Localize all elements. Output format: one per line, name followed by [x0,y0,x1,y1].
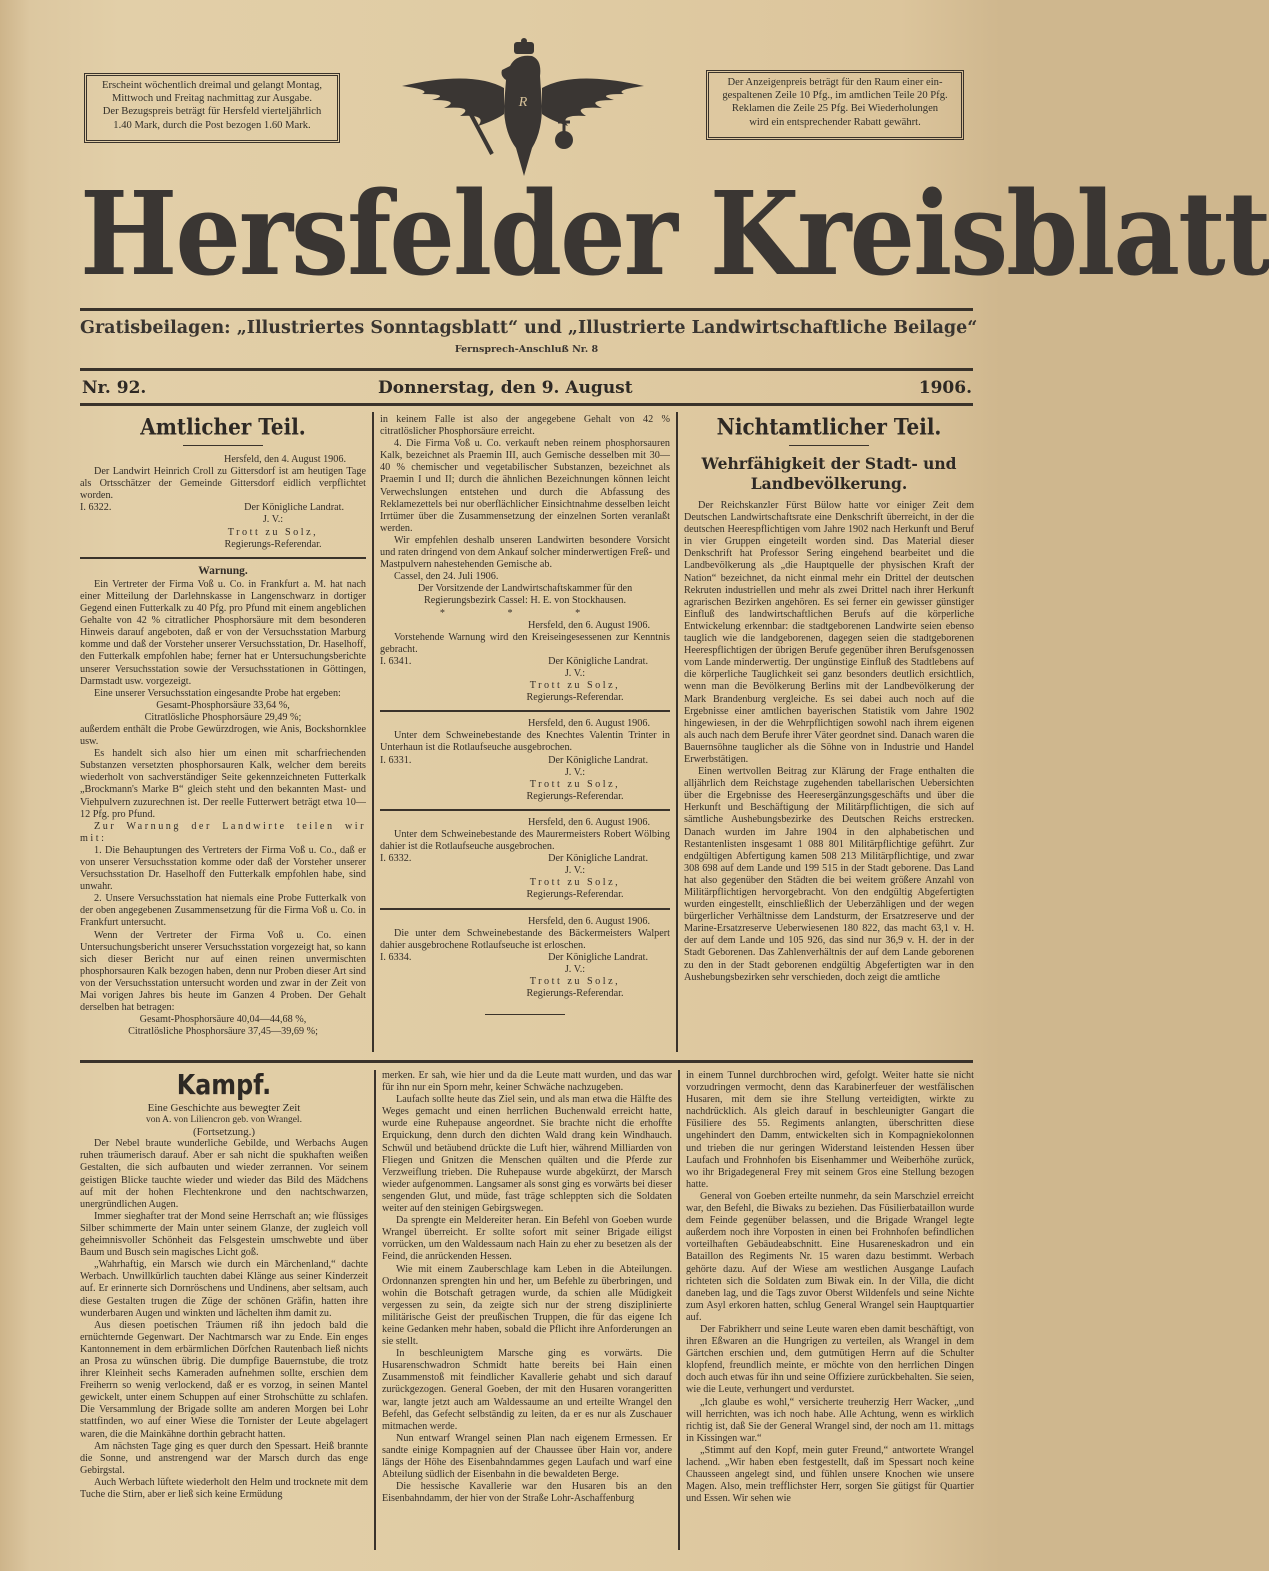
paragraph: in keinem Falle ist also der angegebene Gehalt von 42 % citratlöslicher Phosphorsäure erreicht. [380,414,670,438]
analysis-value: Citratlösliche Phosphorsäure 37,45—39,69 %; [128,1026,318,1038]
signature: J. V.: [564,667,586,679]
signature: J. V.: [564,766,586,778]
column-divider [372,412,374,1052]
notice-body: Der Landwirt Heinrich Croll zu Gittersdorf ist am heutigen Tage als Ortsschätzer der Gemeinde Gittersdorf eidlich verpflichtet worden. [80,466,366,502]
notice-body: Unter dem Schweinebestande des Knechtes Valentin Trinter in Unterhaun ist die Rotlaufseuche ausgebrochen. [380,730,670,754]
divider [485,1014,565,1015]
paragraph: Auch Werbach lüftete wiederholt den Helm und trocknete mit dem Tuche die Stirn, aber er ließ sich keine Ermüdung [80,1476,368,1500]
paragraph: Ein Vertreter der Firma Voß u. Co. in Frankfurt a. M. hat nach einer Mitteilung der Darlehnskasse in Langenschwarz in dortiger Gegend einen Futterkalk zu 40 Pfg. pro Pfund mit einem angeblichen Gehalte von 42 % citratlicher Phosphorsäure mit dem besonderen Hinweis darauf angeboten, daß er von der Versuchsstation Marburg komme und daß der Vorsteher unserer Versuchsstation, Dr. Haselhoff, den Futterkalk empfohlen habe; ferner hat er Untersuchungsberichte unserer Versuchsstation sowie der Versuchsstationen in Göttingen, Darmstadt usw. vorgezeigt. [80,578,366,687]
divider [80,557,366,559]
analysis-value: Citratlösliche Phosphorsäure 29,49 %; [144,711,302,723]
reference-number: I. 6322. [80,502,112,514]
divider [380,908,670,910]
signature: Regierungs-Referendar. [526,790,624,802]
paragraph: „Ich glaube es wohl,“ versicherte treuherzig Herr Wacker, „und will herrichten, was ich noch habe. Alle Achtung, wenn es wirklich richtig ist, daß Sie der General Wrangel sind, der noch am 11. mittags in Kissingen war.“ [686,1396,974,1444]
emblem-letter: R [518,95,528,110]
info-line: Mittwoch und Freitag nachmittag zur Ausgabe. [111,93,313,105]
info-line: gespaltenen Zeile 10 Pfg., im amtlichen Teile 20 Pfg. [722,90,948,102]
section-heading: Nichtamtlicher Teil. [716,413,942,441]
signature-row [380,853,670,865]
paragraph: Wir empfehlen deshalb unseren Landwirten besondere Vorsicht und raten dringend von dem Ankauf solcher minderwertigen Freß- und Mastpulvern nahestehenden Gemische ab. [380,534,670,571]
signature-row [380,656,670,668]
reference-number: I. 6341. [380,655,412,667]
signature-row [380,755,670,767]
paragraph: General von Goeben erteilte nunmehr, da sein Marschziel erreicht war, den Befehl, die Biwaks zu beziehen. Das Füsilierbataillon wurde dem Feinde gegenüber belassen, und die Brigade Wrangel legte außerdem noch ihre Vorposten in einen bei Frohnhofen befindlichen vorteilhaften Gebäudeabschnitt. Eine Husareneskadron und ein Bataillon des Regiments Nr. 15 waren dazu bestimmt. Werbach gehörte dazu. Auf der Wiese am westlichen Ausgange Laufach richteten sich die Soldaten zum Biwak ein. In der Villa, die dicht daneben lag, und die Tags zuvor Oberst Wildenfels und seine Nichte zum Asyl erkoren hatten, schlug General Wrangel sein Hauptquartier auf. [686,1190,974,1323]
paragraph: in einem Tunnel durchbrochen wird, gefolgt. Weiter hatte sie nicht vorzudringen vermocht, denn das Karabinerfeuer der westfälischen Husaren, mit dem sie ihre Stellung verteidigten, wirkte zu nachdrücklich. Als gleich darauf in beschleunigter Gangart die Füsiliere des 55. Regiments anlangten, überschritten diese ungehindert den Damm, entwickelten sich in Kompagniekolonnen und trieben die nur geringen Widerstand leistenden Hessen über Laufach und Frohnhofen bis Eisenhammer und Weiberhöhe zurück, wo ihr Brigadegeneral Frey mit seinem Gros eine Stellung bezogen hatte. [686,1070,974,1190]
signature: Regierungs-Referendar. [224,538,322,550]
paragraph: Der Reichskanzler Fürst Bülow hatte vor einiger Zeit dem Deutschen Landwirtschaftsrate eine Denkschrift überreicht, in der die deutschen Heerespflichtigen vom Jahre 1902 nach Herkunft und Beruf in vier Gruppen eingeteilt worden sind. Das Material dieser Denkschrift hat Professor Sering eingehend bearbeitet und die Landbevölkerung als „die Hauptquelle der physischen Kraft der Nation“ bezeichnet, da nicht einmal mehr ein Drittel der deutschen Rekruten industriellen und mehr als zwei Drittel nach ihrer Herkunft agrarischen Bezirken angehören. Es sei ferner ein gewisser günstiger Einfluß des landwirtschaftlichen Berufs auf die körperliche Entwickelung erkennbar: die stadtgeborenen Landwirte seien ebenso tauglich wie die landgeborenen, dagegen seien die stadtgeborenen Heerespflichtigen der übrigen Berufe gegenüber ihren Berufsgenossen vom Lande minderwertig. Der ungünstige Einfluß des Stadtlebens auf die körperliche Tauglichkeit sei ganz besonders deutlich ersichtlich, wenn man die Bevölkerung Berlins mit der Landbevölkerung der Mark Brandenburg vergleiche. Es sei dabei auch noch auf die Ergebnisse einer amtlichen bayerischen Statistik vom Jahre 1902 hingewiesen, in der die Wehrpflichtigen sowohl nach ihrem eigenen als auch nach dem Berufe ihrer Väter geordnet sind. Danach waren die Bauernsöhne tauglicher als die Söhne von in Industrie und Handel Erwerbstätigen. [684,500,974,765]
signature: J. V.: [262,514,284,526]
signature: Regierungs-Referendar. [526,889,624,901]
signature: Der Königliche Landrat. [548,655,648,667]
issue-year: 1906. [918,378,972,398]
issue-date: Donnerstag, den 9. August [378,378,633,398]
dateline: Hersfeld, den 6. August 1906. [528,816,650,828]
paragraph: Nun entwarf Wrangel seinen Plan nach eigenem Ermessen. Er sandte einige Kompagnien auf der Chaussee über Hain vor, andere längs der Höhe des Eisenbahndammes gegen Laufach und warf eine Abteilung südlich der Eisenbahn in die bewaldeten Berge. [382,1432,672,1481]
amtlicher-teil-column [80,414,366,1054]
paragraph: außerdem enthält die Probe Gewürzdrogen, wie Anis, Bockshornklee usw. [80,723,366,748]
divider [80,1060,973,1063]
paragraph: 2. Unsere Versuchsstation hat niemals eine Probe Futterkalk von der oben angegebenen Zusammensetzung für die Firma Voß u. Co. in Frankfurt untersucht. [80,893,366,929]
feuilleton-column-2 [382,1070,672,1538]
analysis-value: Gesamt-Phosphorsäure 33,64 %, [156,699,290,711]
divider [80,308,973,311]
column-divider [374,1070,376,1550]
paragraph: Immer sieghafter trat der Mond seine Herrschaft an; wie flüssiges Silber schimmerte der Main unter seinem Glanze, der zugleich voll geheimnisvoller Schönheit das Felsgestein umschwebte und über Baum und Busch sein magisches Licht goß. [80,1210,368,1259]
chamber-signature: Der Vorsitzende der Landwirtschaftskammer für den [417,583,633,595]
paragraph: Der Fabrikherr und seine Leute waren eben damit beschäftigt, von ihren Eßwaren an die Hungrigen zu verteilen, als Wrangel in dem Gärtchen erschien und, dem gutmütigen Herrn auf die Schulter klopfend, freundlich meinte, er möchte von den herrlichen Dingen doch auch etwas für ihn und seine Offiziere zurückbehalten. Sie seien, wie die Leute, verhungert und verdurstet. [686,1323,974,1396]
notice-body: Die unter dem Schweinebestande des Bäckermeisters Walpert dahier ausgebrochene Rotlaufseuche ist erloschen. [380,927,670,951]
paragraph: Wenn der Vertreter der Firma Voß u. Co. einen Untersuchungsbericht unserer Versuchsstation vorgezeigt hat, so kann sich dieser Bericht nur auf einen reinen unvermischten phosphorsauren Kalk bezogen haben, denn nur Proben dieser Art sind von der Versuchsstation untersucht worden und zwar in der Zeit von Mai vorigen Jahres bis heute im Ganzen 4 Proben. Der Gehalt derselben hat betragen: [80,929,366,1014]
feuilleton-column-3 [686,1070,974,1538]
supplements-line: Gratisbeilagen: „Illustriertes Sonntagsblatt“ und „Illustrierte Landwirtschaftliche Beilage“ [80,318,978,338]
column-divider [676,412,678,1052]
signature: Trott zu Solz, [529,976,621,988]
issue-number: Nr. 92. [82,378,147,398]
place-date: Cassel, den 24. Juli 1906. [394,571,499,583]
story-author: von A. von Liliencron geb. von Wrangel. [146,1115,302,1126]
paragraph: Eine unserer Versuchsstation eingesandte Probe hat ergeben: [94,687,341,699]
section-heading: Amtlicher Teil. [140,413,306,441]
paragraph: In beschleunigtem Marsche ging es vorwärts. Die Husarenschwadron Schmidt hatte bereits bei Hain einen Zusammenstoß mit feindlicher Kavallerie gehabt und sich darauf zurückgezogen. General Goeben, der mit den Husaren vorangeritten war, langte jetzt auch am Waldessaume an und erteilte Wrangel den Befehl, das Gefecht selbständig zu leiten, da er es nur als Zuschauer mitmachen werde. [382,1348,672,1432]
paragraph: Zur Warnung der Landwirte teilen wir mit: [80,820,366,844]
divider [380,710,670,712]
signature: J. V.: [564,865,586,877]
paragraph: Laufach sollte heute das Ziel sein, und als man etwa die Hälfte des Weges gemacht und einen herrlichen Buchenwald erreicht hatte, wurde eine Ruhepause angeordnet. Sie brachte nicht die erhoffte Erquickung, denn durch den dichten Wald drang kein Windhauch. Schwül und betäubend drückte die Luft hier, während Milliarden von Fliegen und Gnitzen die Menschen quälten und die Pferde zur Verzweiflung trieben. Die Ruhepause wurde abgekürzt, der Marsch wieder aufgenommen. Langsamer als sonst ging es vorwärts bei dieser sengenden Glut, und müde, fast träge schleppten sich die Soldaten weiter auf den steinigen Gebirgswegen. [382,1094,672,1215]
paragraph: merken. Er sah, wie hier und da die Leute matt wurden, und das war für ihn nur ein Sporn mehr, keiner Schwäche nachzugeben. [382,1070,672,1094]
signature: J. V.: [564,963,586,975]
phone-line: Fernsprech-Anschluß Nr. 8 [454,344,599,355]
story-title: Kampf. [176,1068,272,1101]
info-line: Der Bezugspreis beträgt für Hersfeld vierteljährlich [102,106,322,118]
reference-number: I. 6331. [380,754,412,766]
signature-row [80,502,366,514]
divider [80,403,973,406]
notice-body: Vorstehende Warnung wird den Kreiseingesessenen zur Kenntnis gebracht. [380,631,670,655]
info-line: Reklamen die Zeile 25 Pfg. Bei Wiederholungen [731,103,939,115]
signature: Trott zu Solz, [529,778,621,790]
dateline: Hersfeld, den 4. August 1906. [224,454,346,465]
signature: Der Königliche Landrat. [548,754,648,766]
paragraph: Die hessische Kavallerie war den Husaren bis an den Eisenbahndamm, der hier von der Straße Lohr-Aschaffenburg [382,1481,672,1505]
paragraph: Am nächsten Tage ging es quer durch den Spessart. Heiß brannte die Sonne, und anstrengend war der Marsch durch das enge Gebirgstal. [80,1440,368,1476]
separator-stars: * * * [439,607,611,619]
article-title: Wehrfähigkeit der Stadt- und Landbevölkerung. [701,454,957,493]
signature: Trott zu Solz, [529,680,621,692]
paragraph: Da sprengte ein Meldereiter heran. Ein Befehl von Goeben wurde Wrangel überreicht. Er sollte sofort mit seiner Brigade eiligst vorrücken, um den Waldessaum nach Hain zu eher zu besetzen als der Feind, die anrückenden Hessen. [382,1215,672,1263]
signature: Der Königliche Landrat. [244,502,344,514]
subscription-info-box [84,73,340,143]
paragraph: „Stimmt auf den Kopf, mein guter Freund,“ antwortete Wrangel lachend. „Wir haben eben festgestellt, daß im Spessart noch keine Chausseen angelegt sind, und fühlen unsere Knochen wie unsere Magen. Also, mein trefflichster Herr, sorgen Sie gütigst für Quartier und Essen. Wir sehen wie [686,1444,974,1505]
paragraph: 1. Die Behauptungen des Vertreters der Firma Voß u. Co., daß er von unserer Versuchsstation komme oder daß der Vorsteher unserer Versuchsstation Dr. Haselhoff den Futterkalk empfohlen habe, sind unwahr. [80,844,366,893]
paragraph: „Wahrhaftig, ein Marsch wie durch ein Märchenland,“ dachte Werbach. Unwillkürlich tauchten dabei Klänge aus seiner Kinderzeit auf. Er erinnerte sich Dornröschens und Undinens, aber seltsam, auch diese Gestalten trugen die Züge der schönen Gräfin, hatten ihre wunderbaren Augen und winkten und lächelten ihm damit zu. [80,1259,368,1319]
story-continued: (Fortsetzung.) [192,1126,255,1139]
dateline: Hersfeld, den 6. August 1906. [528,718,650,730]
signature: Der Königliche Landrat. [548,951,648,963]
dateline: Hersfeld, den 6. August 1906. [528,915,650,927]
paragraph: Einen wertvollen Beitrag zur Klärung der Frage enthalten die alljährlich dem Reichstage zugehenden tabellarischen Uebersichten über die Ergebnisse des Heeresergänzungsgeschäfts und über die Herkunft und Beschäftigung der Militärpflichtigen, die sich auf sämtliche Aushebungsbezirke des Deutschen Reichs erstrecken. Danach wurden im Jahre 1904 in den alphabetischen und Restantenlisten insgesamt 1 088 801 Militärpflichtige geführt. Zur endgültigen Abfertigung kamen 508 213 Militärpflichtige, und zwar 308 698 auf dem Lande und 199 515 in der Stadt geborene. Das Land hat also gegenüber den Städten die bei weitem größere Anzahl von Militärpflichtigen hervorgebracht. Von den endgültig Abgefertigten wurden eingestellt, einschließlich der Ueberzähligen und der wegen bürgerlicher Verhältnisse dem Landsturm, der Ersatzreserve und der Marine-Ersatzreserve Ueberwiesenen 180 822, das macht 63,1 v. H. der auf dem Lande und 105 926, das sind nur 36,9 v. H. der in der Stadt Geborenen. Das Zahlenverhältnis der auf dem Lande geborenen zu den in der Stadt geborenen endgültig Abgefertigten war in den Aushebungsbezirken sehr verschieden, doch zeigt die amtliche [684,766,974,983]
newspaper-title: Hersfelder Kreisblatt [80,166,1269,303]
nichtamtlicher-teil-column [684,414,974,1054]
signature: Trott zu Solz, [529,877,621,889]
signature: Der Königliche Landrat. [548,853,648,865]
paragraph: Der Nebel braute wunderliche Gebilde, und Werbachs Augen ruhen träumerisch darauf. Aber er sah nicht die spukhaften weißen Gestalten, die sich aufbauten und wieder zerrannen. Vor seinem geistigen Blicke tauchte wieder und wieder das Bild des Mädchens auf mit der hohen Flechtenkrone und den nachtschwarzen, unergründlichen Augen. [80,1138,368,1210]
info-line: 1.40 Mark, durch die Post bezogen 1.60 Mark. [113,119,311,131]
divider [183,445,263,446]
warning-heading: Warnung. [198,564,248,577]
story-subtitle: Eine Geschichte aus bewegter Zeit [147,1102,301,1114]
info-line: wird ein entsprechender Rabatt gewährt. [749,116,921,128]
paragraph: Wie mit einem Zauberschlage kam Leben in die Abteilungen. Ordonnanzen sprengten hin und her, um Befehle zu überbringen, und wohin die Botschaft getragen wurde, da schien alle Müdigkeit vergessen zu sein, da zeigte sich nur der streng disziplinierte militärische Geist der preußischen Truppen, die für das eigene Ich keine Gedanken mehr haben, sobald die Pflicht ihre Anforderungen an sie stellt. [382,1263,672,1348]
notice-body: Unter dem Schweinebestande des Maurermeisters Robert Wölbing dahier ist die Rotlaufseuche ausgebrochen. [380,829,670,853]
signature: Regierungs-Referendar. [526,692,624,704]
signature-row [380,952,670,964]
info-line: Der Anzeigenpreis beträgt für den Raum einer ein- [727,77,943,88]
chamber-signature: Regierungsbezirk Cassel: H. E. von Stockhausen. [423,595,626,607]
analysis-value: Gesamt-Phosphorsäure 40,04—44,68 %, [139,1014,307,1026]
info-line: Erscheint wöchentlich dreimal und gelangt Montag, [101,80,323,91]
paragraph: 4. Die Firma Voß u. Co. verkauft neben reinem phosphorsauren Kalk, bezeichnet als Praemin III, auch Gemische desselben mit 30—40 % chemischer und vegetabilischer Substanzen, bezeichnet als Praemin I und II; durch die ähnlichen Bezeichnungen können leicht Verwechslungen entstehen und durch die Abfassung des Reklamezettels bei nur oberflächlicher Einsichtnahme desselben leicht Irrtümer über die Zusammensetzung der einzelnen Sorten veranlaßt werden. [380,438,670,534]
feuilleton-column-1 [80,1068,368,1538]
reference-number: I. 6332. [380,853,412,865]
reference-number: I. 6334. [380,951,412,963]
middle-column [380,414,670,1054]
paragraph: Es handelt sich also hier um einen mit scharfriechenden Substanzen versetzten phosphorsauren Kalk, welcher dem bereits wiederholt von sachverständiger Seite gekennzeichneten Futterkalk „Brockmann's Marke B“ gleich steht und den bekannten Mast- und Viehpulvern zuzurechnen ist. Der reelle Futterwert beträgt etwa 10—12 Pfg. pro Pfund. [80,748,366,820]
advertising-info-box [706,70,964,140]
signature: Trott zu Solz, [227,526,319,538]
signature: Regierungs-Referendar. [526,988,624,1000]
divider [80,368,973,371]
dateline: Hersfeld, den 6. August 1906. [528,619,650,631]
paragraph: Aus diesen poetischen Träumen riß ihn jedoch bald die ernüchternde Gegenwart. Der Nachtmarsch war zu Ende. Ein enges Kantonnement in dem erbärmlichen Dörfchen Rautenbach ließ nichts an Prosa zu wünschen übrig. Die dumpfige Bauernstube, die trotz ihrer Kleinheit sechs Kameraden aufnehmen sollte, erschien dem Freiherrn so wenig verlockend, daß er es vorzog, in seinen Mantel gewickelt, unter einem Schuppen auf einer Strohschütte zu schlafen. Die Versammlung der Brigade sollte am anderen Morgen bei Lohr stattfinden, wo auf einer Wiese die Tornister der Leute abgelagert waren, die die Mainkähne dorthin gebracht hatten. [80,1319,368,1440]
divider [380,809,670,811]
column-divider [678,1070,680,1550]
divider [789,445,869,446]
